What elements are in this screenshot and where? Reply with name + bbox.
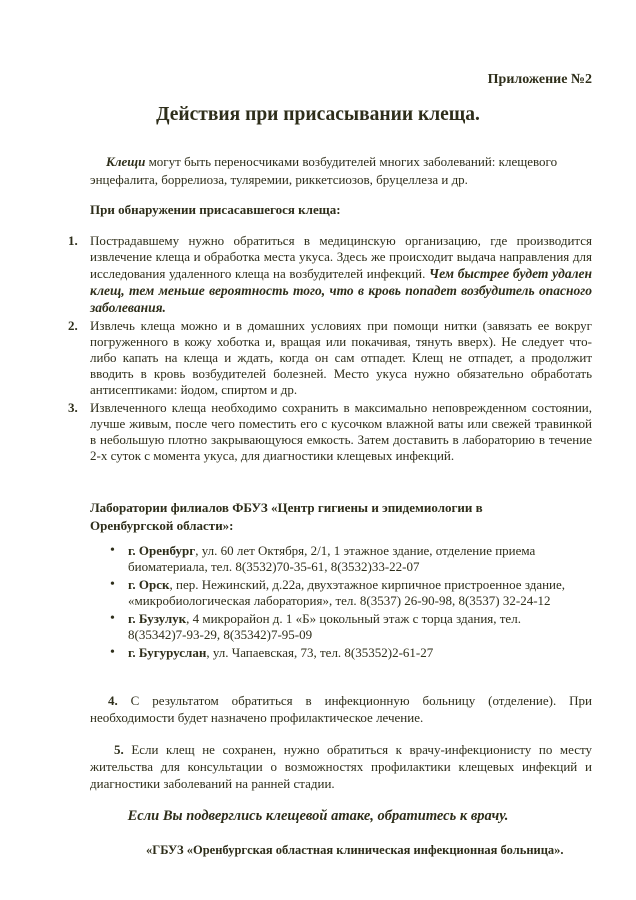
paragraph-5-number: 5. [114, 742, 124, 757]
appendix-label: Приложение №2 [487, 72, 592, 87]
bullet-icon: • [110, 611, 115, 626]
step-item [68, 400, 592, 464]
labs-heading: Лаборатории филиалов ФБУЗ «Центр гигиены и эпидемиологии в Оренбургской области»: [90, 500, 483, 533]
steps-subheading: При обнаружении присасавшегося клеща: [90, 202, 341, 217]
step-text: Извлечь клеща можно и в домашних условиях при помощи нитки (завязать ее вокруг погруженного в кожу хоботка и, вращая или покачивая, тянуть вверх). Не следует что-либо капать на клеща и ждать, когда он сам отпадет. Клещ не отпадет, а продолжит вводить в кровь возбудителей болезней. Место укуса нужно обязательно обработать антисептиками: йодом, спиртом и др. [90, 318, 592, 397]
paragraph-5-text: Если клещ не сохранен, нужно обратиться к врачу-инфекционисту по месту жительства для консультации о возможностях профилактики клещевых инфекций и диагностики заболеваний на ранней стадии. [90, 742, 593, 791]
intro-paragraph [90, 153, 590, 189]
hospital-name: «ГБУЗ «Оренбургская областная клиническая инфекционная больница». [146, 843, 564, 857]
labs-list [110, 543, 580, 663]
step-item [68, 233, 592, 316]
steps-list [68, 233, 592, 466]
bullet-icon: • [110, 645, 115, 660]
paragraph-5 [90, 741, 592, 792]
bullet-icon: • [110, 577, 115, 592]
step-number: 2. [68, 318, 78, 333]
step-text: Пострадавшему нужно обратиться в медицинскую организацию, где производится извлечение клеща и обработка места укуса. Здесь же происходит выдача направления для исследования удаленного клеща на возбудителей инфекций. [90, 233, 592, 281]
lab-details: , 4 микрорайон д. 1 «Б» цокольный этаж с торца здания, тел. 8(35342)7-93-29, 8(35342)7-95-09 [128, 611, 521, 642]
lab-item [110, 543, 580, 575]
lab-item [110, 611, 580, 643]
lab-details: , ул. 60 лет Октября, 2/1, 1 этажное здание, отделение приема биоматериала, тел. 8(3532)70-35-61, 8(3532)33-22-07 [128, 543, 536, 574]
lab-details: , пер. Нежинский, д.22а, двухэтажное кирпичное пристроенное здание, «микробиологическая лаборатория», тел. 8(3537) 26-90-98, 8(3537) 32-24-12 [128, 577, 566, 608]
step-number: 3. [68, 400, 78, 415]
closing-note: Если Вы подверглись клещевой атаке, обратитесь к врачу. [127, 808, 509, 824]
intro-term: Клещи [106, 154, 146, 169]
lab-city: г. Орск [128, 577, 170, 592]
paragraph-4 [90, 692, 592, 726]
lab-city: г. Бузулук [128, 611, 187, 626]
paragraph-4-number: 4. [108, 693, 118, 708]
step-number: 1. [68, 233, 78, 248]
lab-item [110, 645, 580, 661]
step-item [68, 318, 592, 398]
step-text: Извлеченного клеща необходимо сохранить в максимально неповрежденном состоянии, лучше живым, после чего поместить его с кусочком влажной ваты или свежей травинкой в небольшую плотно закрывающуюся емкость. Затем доставить в лабораторию в течение 2-х суток с момента укуса, для диагностики клещевых инфекций. [90, 400, 592, 463]
page-title: Действия при присасывании клеща. [156, 104, 480, 125]
step-emphasis: Чем быстрее будет удален клещ, тем меньше вероятность того, что в кровь попадет возбудитель опасного заболевания. [90, 266, 592, 315]
lab-details: , ул. Чапаевская, 73, тел. 8(35352)2-61-27 [206, 645, 434, 660]
paragraph-4-text: С результатом обратиться в инфекционную больницу (отделение). При необходимости будет назначено профилактическое лечение. [90, 693, 592, 725]
lab-item [110, 577, 580, 609]
intro-text: могут быть переносчиками возбудителей многих заболеваний: клещевого энцефалита, боррелиоза, туляремии, риккетсиозов, бруцеллеза и др. [90, 154, 558, 187]
lab-city: г. Бугуруслан [128, 645, 207, 660]
lab-city: г. Оренбург [128, 543, 196, 558]
bullet-icon: • [110, 543, 115, 558]
